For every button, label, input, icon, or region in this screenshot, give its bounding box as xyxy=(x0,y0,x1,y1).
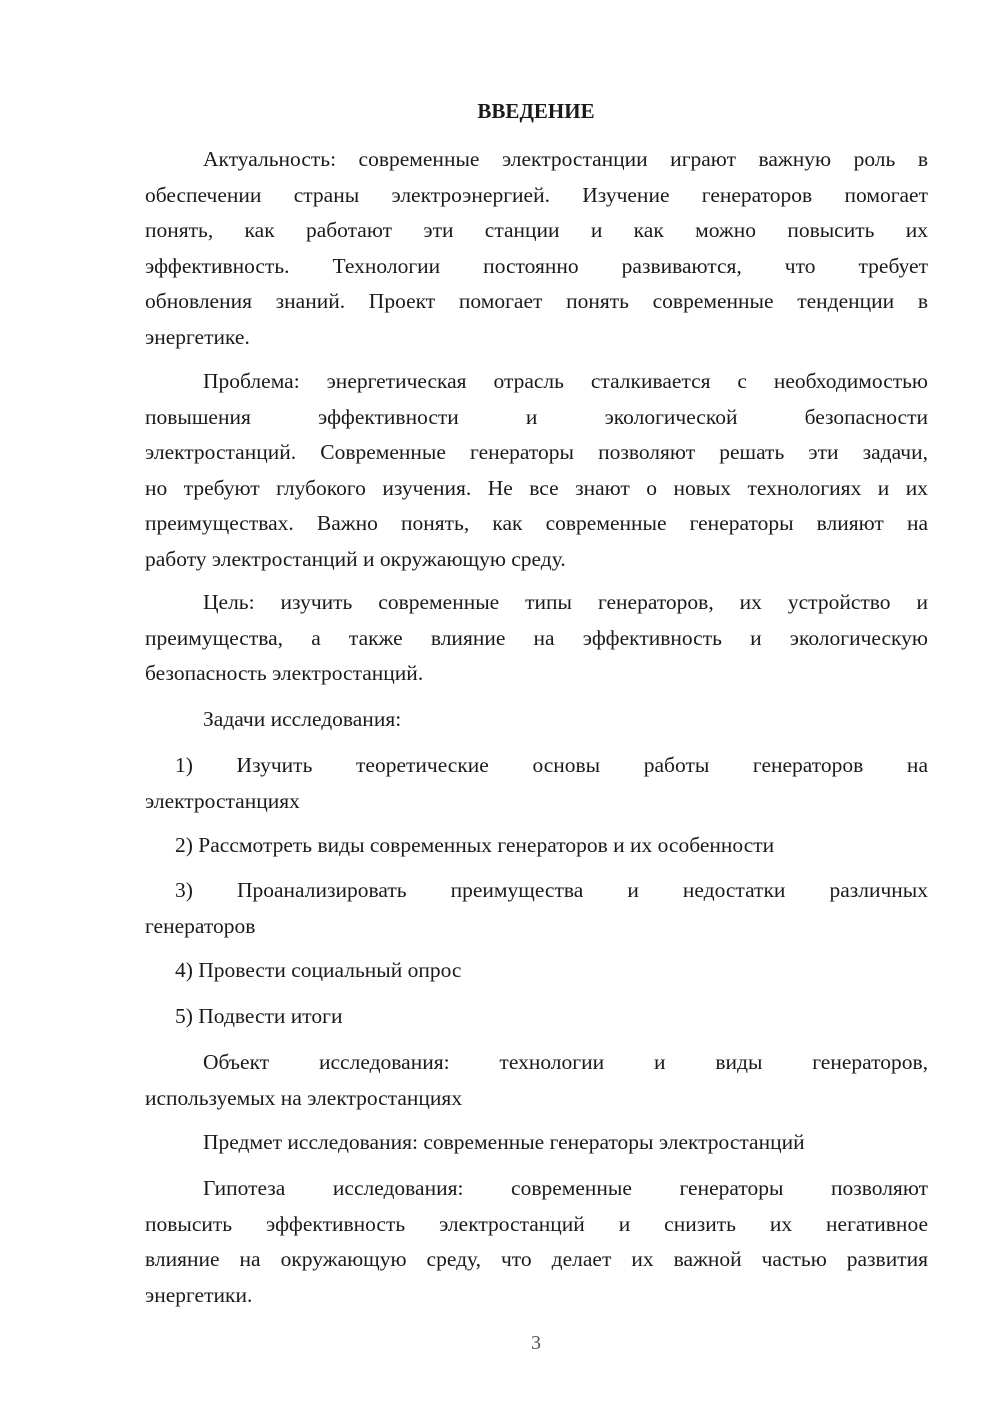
paragraph-line: 1) Изучить теоретические основы работы генераторов на xyxy=(175,753,928,777)
task-item-5: 5) Подвести итоги xyxy=(175,1004,343,1028)
page-number: 3 xyxy=(531,1332,541,1354)
subject-paragraph: Предмет исследования: современные генераторы электростанций xyxy=(203,1130,805,1154)
paragraph-line: эффективность. Технологии постоянно развиваются, что требует xyxy=(145,253,928,278)
hypothesis-paragraph xyxy=(145,1171,928,1313)
goal-paragraph xyxy=(145,585,928,692)
paragraph-line: работу электростанций и окружающую среду. xyxy=(145,546,566,571)
paragraph-line: обеспечении страны электроэнергией. Изучение генераторов помогает xyxy=(145,182,928,207)
object-paragraph xyxy=(145,1045,928,1116)
paragraph-line: генераторов xyxy=(145,913,256,938)
paragraph-line: Проблема: энергетическая отрасль сталкивается с необходимостью xyxy=(203,369,928,393)
paragraph-line: понять, как работают эти станции и как можно повысить их xyxy=(145,218,928,242)
paragraph-line: безопасность электростанций. xyxy=(145,661,424,685)
paragraph-line: Цель: изучить современные типы генераторов, их устройство и xyxy=(203,590,928,614)
page-title: ВВЕДЕНИЕ xyxy=(477,99,595,123)
paragraph-line: электростанций. Современные генераторы позволяют решать эти задачи, xyxy=(145,440,928,464)
paragraph-line: повышения эффективности и экологической безопасности xyxy=(145,404,928,429)
paragraph-line: но требуют глубокого изучения. Не все знают о новых технологиях и их xyxy=(145,475,928,500)
paragraph-line: электростанциях xyxy=(145,788,300,813)
paragraph-line: преимуществах. Важно понять, как современные генераторы влияют на xyxy=(145,511,928,535)
tasks-heading: Задачи исследования: xyxy=(203,707,402,731)
task-item-4: 4) Провести социальный опрос xyxy=(175,958,462,982)
paragraph-line: обновления знаний. Проект помогает понять современные тенденции в xyxy=(145,289,928,313)
relevance-paragraph xyxy=(145,142,928,355)
task-item-3 xyxy=(145,873,928,944)
paragraph-line: повысить эффективность электростанций и снизить их негативное xyxy=(145,1211,928,1236)
paragraph-line: Объект исследования: технологии и виды генераторов, xyxy=(203,1050,928,1074)
paragraph-line: энергетике. xyxy=(145,324,250,349)
problem-paragraph xyxy=(145,364,928,577)
paragraph-line: 3) Проанализировать преимущества и недостатки различных xyxy=(175,878,928,902)
paragraph-line: используемых на электростанциях xyxy=(145,1085,463,1110)
paragraph-line: влияние на окружающую среду, что делает их важной частью развития xyxy=(145,1247,928,1271)
paragraph-line: Гипотеза исследования: современные генераторы позволяют xyxy=(203,1176,928,1200)
paragraph-line: Актуальность: современные электростанции играют важную роль в xyxy=(203,147,928,171)
paragraph-line: преимущества, а также влияние на эффективность и экологическую xyxy=(145,625,928,650)
task-item-1 xyxy=(145,748,928,819)
task-item-2: 2) Рассмотреть виды современных генераторов и их особенности xyxy=(175,833,775,857)
paragraph-line: энергетики. xyxy=(145,1282,253,1307)
